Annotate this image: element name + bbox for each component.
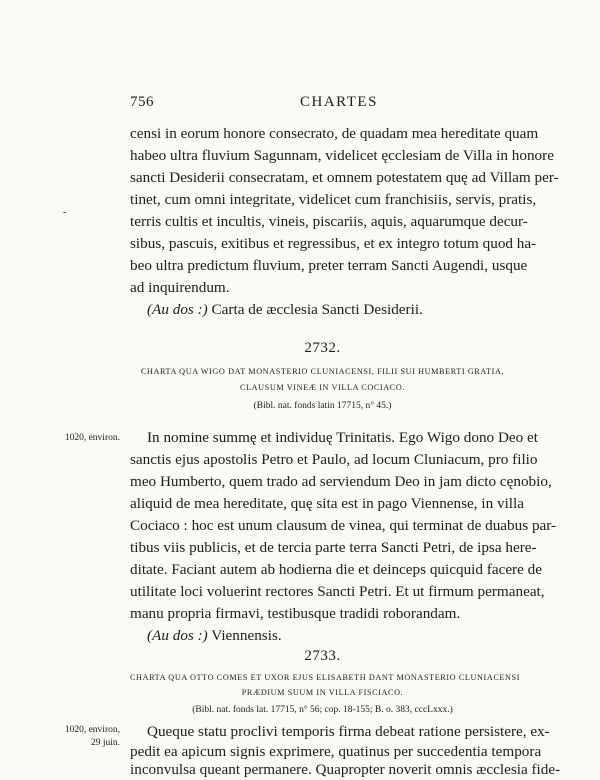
margin-date: 1020, environ.: [64, 433, 120, 443]
text-line: beo ultra predictum fluvium, preter terram Sancti Augendi, usque: [130, 257, 528, 274]
charter-source: (Bibl. nat. fonds lat. 17715, n° 56; cop. 18-155; B. o. 383, cccLxxx.): [192, 705, 453, 715]
charter-number: 2732.: [304, 340, 341, 356]
margin-mark: -: [63, 207, 67, 218]
charter-source: (Bibl. nat. fonds latin 17715, n° 45.): [253, 401, 392, 411]
dorsal-label: (Au dos :): [147, 627, 208, 644]
text-line: ditate. Faciant autem ab hodierna die et deinceps quicquid facere de: [130, 561, 542, 578]
text-line: Cociaco : hoc est unum clausum de vinea, qui terminat de duabus par-: [130, 517, 557, 534]
text-line: tibus viis publicis, et de tercia parte terra Sancti Petri, de ipsa here-: [130, 539, 537, 556]
text-line: utilitate loci voluerint rectores Sancti Petri. Et ut firmum permaneat,: [130, 583, 545, 600]
text-line: terris cultis et incultis, vineis, piscariis, aquis, aquarumque decur-: [130, 213, 528, 230]
charter-title-line: CHARTA QUA OTTO COMES ET UXOR EJUS ELISABETH DANT MONASTERIO CLUNIACENSI: [130, 673, 521, 682]
charter-title-line: CHARTA QUA WIGO DAT MONASTERIO CLUNIACENSI, FILII SUI HUMBERTI GRATIA,: [140, 367, 505, 376]
charter-title-line: CLAUSUM VINEÆ IN VILLA COCIACO.: [240, 383, 405, 392]
text-line: inconvulsa queant permanere. Quapropter noverit omnis æcclesia fide-: [130, 761, 561, 778]
text-line: meo Humberto, quem trado ad serviendum Deo in jam dicto cęnobio,: [130, 473, 552, 490]
text-line: sibus, pascuis, exitibus et regressibus, et ex integro totum quod ha-: [130, 235, 537, 252]
text-line: tinet, cum omni integritate, videlicet cum franchisiis, servis, pratis,: [130, 191, 537, 208]
text-line: habeo ultra fluvium Sagunnam, videlicet ęcclesiam de Villa in honore: [130, 147, 554, 164]
dorsal-text: Carta de æcclesia Sancti Desiderii.: [207, 301, 423, 318]
text-line: In nomine summę et individuę Trinitatis. Ego Wigo dono Deo et: [147, 429, 539, 446]
margin-date: 1020, environ,: [64, 725, 120, 735]
dorsal-label: (Au dos :): [147, 301, 208, 318]
text-line: sanctis ejus apostolis Petro et Paulo, ad locum Cluniacum, pro filio: [130, 451, 538, 468]
text-line: manu propria firmavi, testibusque tradidi roborandam.: [130, 605, 461, 622]
text-line: Queque statu proclivi temporis firma debeat ratione persistere, ex-: [147, 723, 550, 740]
dorsal-note: [147, 300, 515, 320]
text-line: sancti Desiderii consecratam, et omnem potestatem quę ad Villam per-: [130, 169, 559, 186]
dorsal-text: Viennensis.: [207, 627, 282, 644]
page-number: 756: [130, 94, 154, 110]
running-header: [130, 94, 515, 114]
text-line: pedit ea apicum signis exprimere, quatinus per succedentia tempora: [130, 743, 542, 760]
text-line: censi in eorum honore consecrato, de quadam mea hereditate quam: [130, 125, 539, 142]
text-line: aliquid de mea hereditate, quę sita est in pago Viennense, in villa: [130, 495, 524, 512]
charter-number: 2733.: [304, 648, 341, 664]
running-title: CHARTES: [300, 94, 378, 110]
charter-title-line: PRÆDIUM SUUM IN VILLA FISCIACO.: [241, 688, 404, 697]
text-line: ad inquirendum.: [130, 279, 230, 296]
margin-date: 29 juin.: [90, 738, 120, 748]
dorsal-note: [147, 626, 515, 646]
